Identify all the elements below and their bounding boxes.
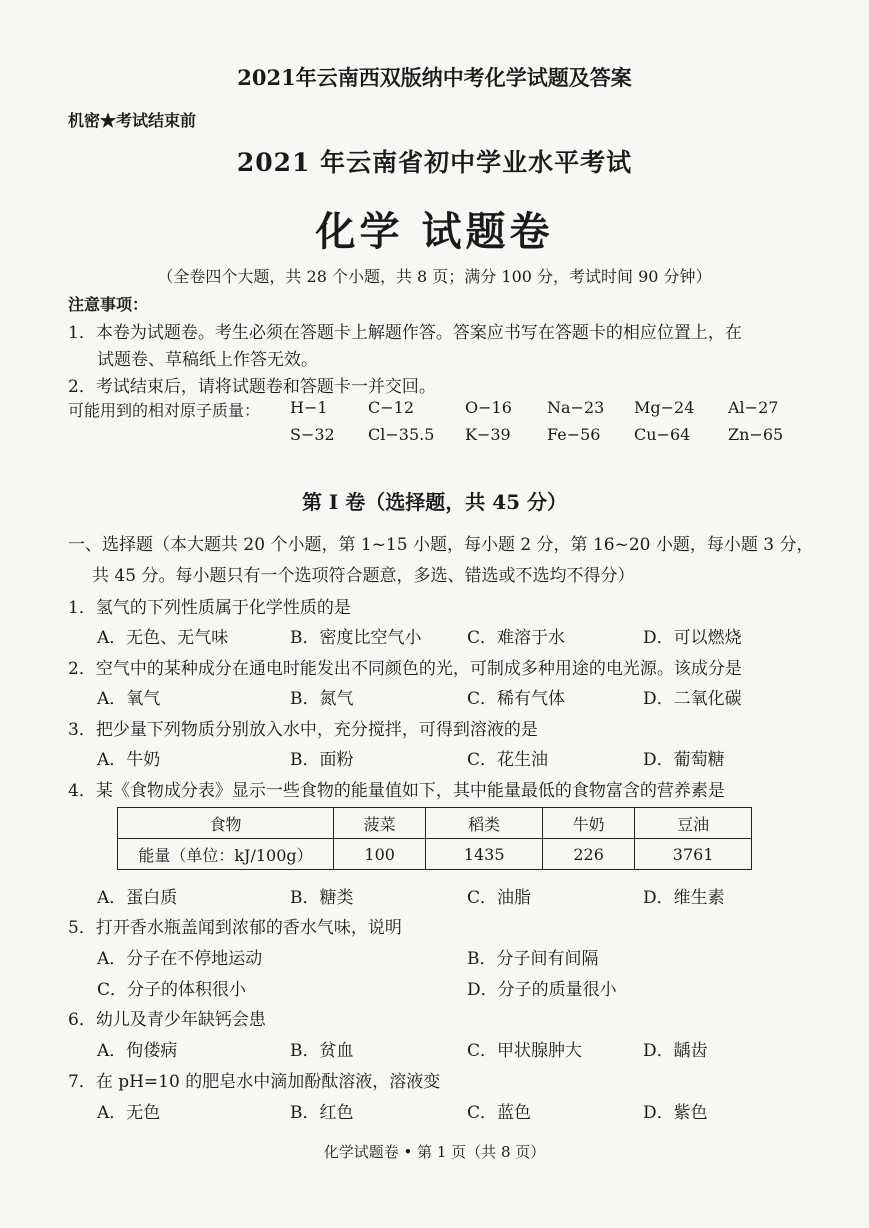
question-2-option-d: D．二氧化碳 — [643, 689, 742, 709]
document-title: 2021年云南西双版纳中考化学试题及答案 — [237, 65, 632, 90]
question-5-option-d: D．分子的质量很小 — [467, 980, 617, 1000]
table-header-cell: 豆油 — [635, 808, 752, 839]
food-energy-table — [117, 807, 752, 870]
exam-meta: （全卷四个大题，共 28 个小题，共 8 页；满分 100 分，考试时间 90 分钟） — [157, 267, 712, 286]
note-item-1: 1．本卷为试题卷。考生必须在答题卡上解题作答。答案应书写在答题卡的相应位置上，在 — [68, 323, 742, 343]
atomic-mass: Cl−35.5 — [368, 425, 435, 444]
table-header-row — [118, 808, 752, 839]
atomic-mass: Fe−56 — [547, 425, 601, 444]
question-4-option-a: A．蛋白质 — [97, 888, 178, 908]
notes-heading: 注意事项： — [68, 295, 149, 314]
question-3-option-d: D．葡萄糖 — [643, 750, 725, 770]
question-7-option-b: B．红色 — [290, 1103, 354, 1123]
table-header-cell: 菠菜 — [334, 808, 426, 839]
question-7-stem: 7．在 pH=10 的肥皂水中滴加酚酞溶液，溶液变 — [68, 1072, 441, 1092]
question-4-option-c: C．油脂 — [467, 888, 532, 908]
question-3-option-c: C．花生油 — [467, 750, 549, 770]
part-instructions-cont: 共 45 分。每小题只有一个选项符合题意，多选、错选或不选均不得分） — [92, 566, 635, 586]
atomic-mass: K−39 — [465, 425, 511, 444]
question-5-stem: 5．打开香水瓶盖闻到浓郁的香水气味，说明 — [68, 918, 402, 938]
question-7-option-c: C．蓝色 — [467, 1103, 532, 1123]
question-3-stem: 3．把少量下列物质分别放入水中，充分搅拌，可得到溶液的是 — [68, 720, 538, 740]
exam-title: 2021 年云南省初中学业水平考试 — [236, 148, 633, 177]
atomic-mass: Mg−24 — [634, 398, 695, 417]
question-5-option-a: A．分子在不停地运动 — [97, 949, 263, 969]
paper-title: 化学 试题卷 — [315, 208, 554, 255]
atomic-mass: Al−27 — [728, 398, 779, 417]
table-cell: 1435 — [426, 839, 543, 870]
note-item-2: 2．考试结束后，请将试题卷和答题卡一并交回。 — [68, 377, 436, 397]
confidential-label: 机密★考试结束前 — [68, 111, 197, 130]
atomic-mass-row-1 — [0, 398, 869, 420]
table-cell: 226 — [542, 839, 634, 870]
note-item-1-cont: 试题卷、草稿纸上作答无效。 — [97, 350, 318, 370]
question-4-option-d: D．维生素 — [643, 888, 725, 908]
page-footer: 化学试题卷 • 第 1 页（共 8 页） — [323, 1143, 546, 1161]
question-2-option-c: C．稀有气体 — [467, 689, 566, 709]
question-2-option-a: A．氧气 — [97, 689, 161, 709]
question-2-option-b: B．氮气 — [290, 689, 354, 709]
atomic-mass: Zn−65 — [728, 425, 784, 444]
table-header-cell: 稻类 — [426, 808, 543, 839]
question-2-stem: 2．空气中的某种成分在通电时能发出不同颜色的光，可制成多种用途的电光源。该成分是 — [68, 659, 742, 679]
question-5-option-c: C．分子的体积很小 — [97, 980, 247, 1000]
part-instructions: 一、选择题（本大题共 20 个小题，第 1~15 小题，每小题 2 分，第 16~20 小题，每小题 3 分， — [68, 535, 814, 555]
atomic-mass: O−16 — [465, 398, 512, 417]
question-6-stem: 6．幼儿及青少年缺钙会患 — [68, 1010, 266, 1030]
atomic-mass: Na−23 — [547, 398, 605, 417]
atomic-mass: Cu−64 — [634, 425, 691, 444]
question-6-option-d: D．龋齿 — [643, 1041, 708, 1061]
question-3-option-a: A．牛奶 — [97, 750, 161, 770]
question-7-option-a: A．无色 — [97, 1103, 161, 1123]
atomic-mass: S−32 — [290, 425, 335, 444]
table-cell: 能量（单位：kJ/100g） — [118, 839, 334, 870]
table-cell: 3761 — [635, 839, 752, 870]
atomic-mass-label: 可能用到的相对原子质量： — [68, 401, 261, 420]
atomic-mass-row-2 — [0, 425, 869, 447]
table-header-cell: 食物 — [118, 808, 334, 839]
question-1-option-b: B．密度比空气小 — [290, 628, 422, 648]
question-6-option-b: B．贫血 — [290, 1041, 354, 1061]
table-cell: 100 — [334, 839, 426, 870]
atomic-mass: H−1 — [290, 398, 328, 417]
question-4-stem: 4．某《食物成分表》显示一些食物的能量值如下，其中能量最低的食物富含的营养素是 — [68, 781, 725, 801]
table-row — [118, 839, 752, 870]
question-1-option-d: D．可以燃烧 — [643, 628, 742, 648]
question-6-option-c: C．甲状腺肿大 — [467, 1041, 583, 1061]
question-5-option-b: B．分子间有间隔 — [467, 949, 599, 969]
question-1-stem: 1．氢气的下列性质属于化学性质的是 — [68, 598, 351, 618]
question-1-option-c: C．难溶于水 — [467, 628, 566, 648]
question-3-option-b: B．面粉 — [290, 750, 354, 770]
table-header-cell: 牛奶 — [542, 808, 634, 839]
question-1-option-a: A．无色、无气味 — [97, 628, 229, 648]
section-title: 第 Ⅰ 卷（选择题，共 45 分） — [301, 490, 568, 514]
question-7-option-d: D．紫色 — [643, 1103, 708, 1123]
question-4-option-b: B．糖类 — [290, 888, 354, 908]
atomic-mass: C−12 — [368, 398, 415, 417]
question-6-option-a: A．佝偻病 — [97, 1041, 178, 1061]
